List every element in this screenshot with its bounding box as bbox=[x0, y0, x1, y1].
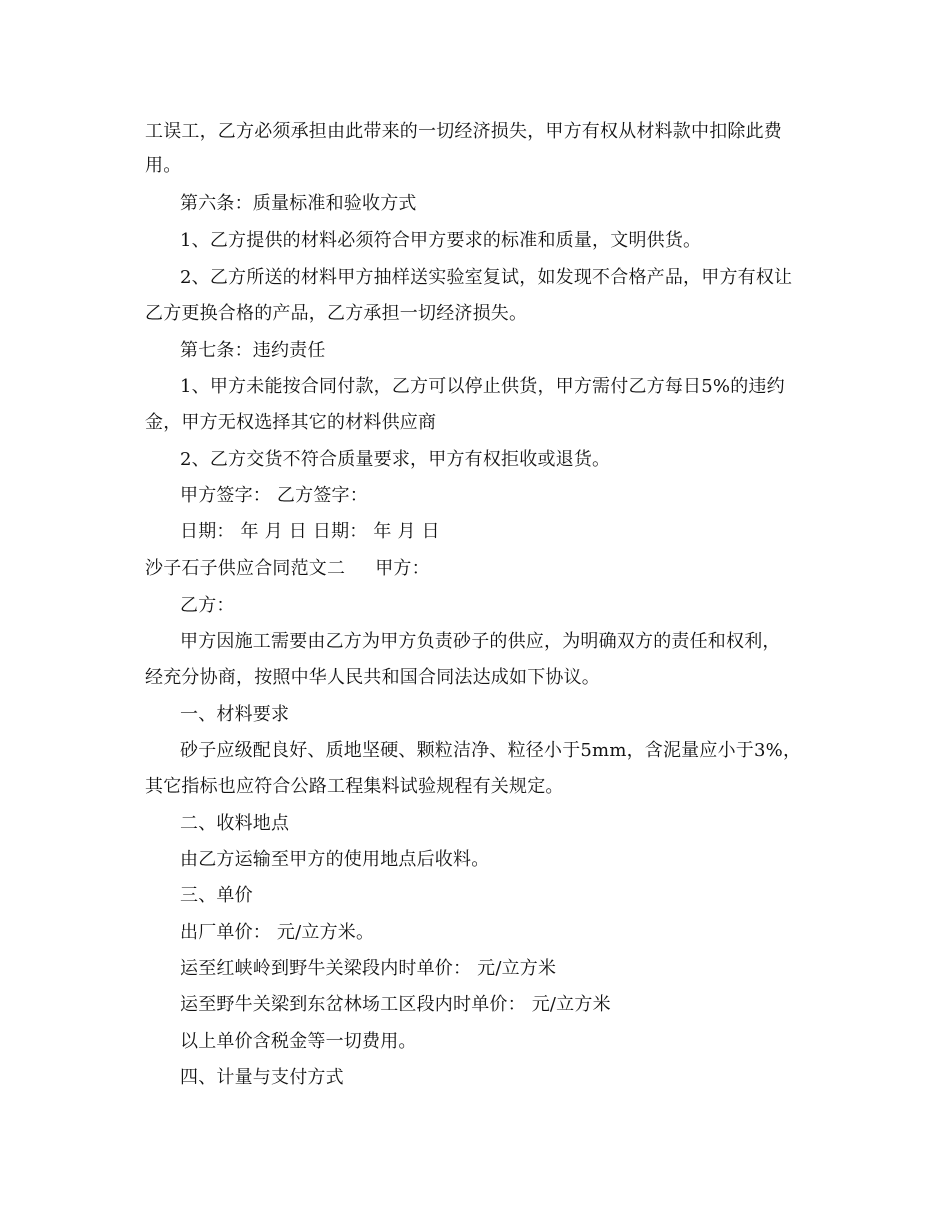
section-heading: 一、材料要求 bbox=[180, 704, 290, 725]
text-line: 经充分协商，按照中华人民共和国合同法达成如下协议。 bbox=[145, 667, 600, 688]
text-line: 金，甲方无权选择其它的材料供应商 bbox=[145, 412, 437, 433]
text-line: 由乙方运输至甲方的使用地点后收料。 bbox=[180, 849, 490, 870]
section-heading: 第六条：质量标准和验收方式 bbox=[180, 193, 417, 214]
text-line: 其它指标也应符合公路工程集料试验规程有关规定。 bbox=[145, 776, 564, 797]
section-heading: 三、单价 bbox=[180, 885, 253, 906]
text-line: 2、乙方交货不符合质量要求，甲方有权拒收或退货。 bbox=[180, 449, 611, 470]
text-line: 2、乙方所送的材料甲方抽样送实验室复试，如发现不合格产品，甲方有权让 bbox=[180, 267, 793, 288]
section-heading: 二、收料地点 bbox=[180, 813, 290, 834]
document-title-line bbox=[145, 557, 825, 581]
text-line: 以上单价含税金等一切费用。 bbox=[180, 1031, 417, 1052]
text-line: 工误工，乙方必须承担由此带来的一切经济损失，甲方有权从材料款中扣除此费 bbox=[145, 121, 782, 142]
text-line: 出厂单价： 元/立方米。 bbox=[180, 922, 375, 943]
text-line: 乙方更换合格的产品，乙方承担一切经济损失。 bbox=[145, 303, 528, 324]
text-line: 运至野牛关梁到东岔林场工区段内时单价： 元/立方米 bbox=[180, 994, 611, 1015]
text-line: 1、甲方未能按合同付款，乙方可以停止供货，甲方需付乙方每日5%的违约 bbox=[180, 376, 785, 397]
text-line: 甲方因施工需要由乙方为甲方负责砂子的供应，为明确双方的责任和权利， bbox=[180, 631, 781, 652]
text-line: 1、乙方提供的材料必须符合甲方要求的标准和质量，文明供货。 bbox=[180, 230, 702, 251]
text-line: 用。 bbox=[145, 155, 182, 176]
party-b-label: 乙方： bbox=[180, 595, 235, 616]
date-line: 日期： 年 月 日 日期： 年 月 日 bbox=[180, 521, 440, 542]
signature-line: 甲方签字： 乙方签字： bbox=[180, 485, 368, 506]
text-line: 运至红峡岭到野牛关梁段内时单价： 元/立方米 bbox=[180, 958, 557, 979]
section-heading: 四、计量与支付方式 bbox=[180, 1067, 344, 1088]
document-title: 沙子石子供应合同范文二 bbox=[145, 558, 346, 579]
party-a-label: 甲方： bbox=[375, 558, 430, 579]
section-heading: 第七条：违约责任 bbox=[180, 340, 326, 361]
text-line: 砂子应级配良好、质地坚硬、颗粒洁净、粒径小于5mm，含泥量应小于3%， bbox=[180, 740, 802, 761]
